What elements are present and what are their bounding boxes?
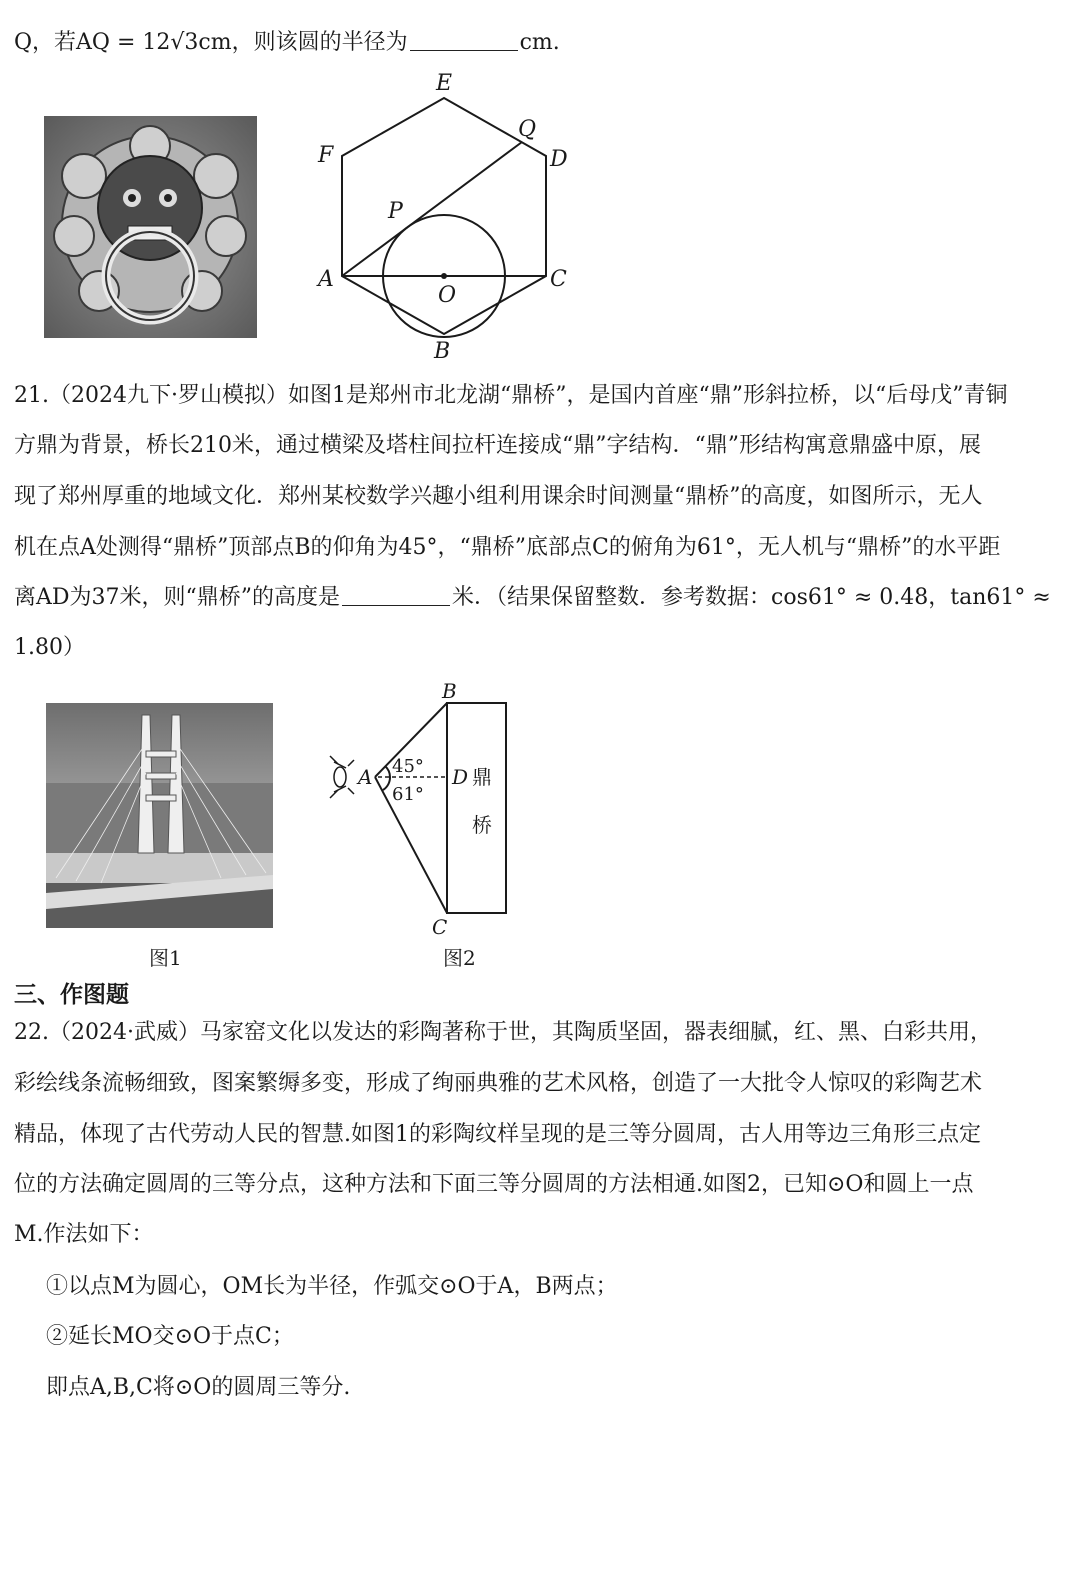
bridge-label-2: 桥	[472, 813, 492, 837]
caption-fig2: 图2	[443, 946, 476, 970]
q22-line-3: 精品，体现了古代劳动人民的智慧.如图1的彩陶纹样呈现的是三等分圆周，古人用等边三角形三点定	[14, 1122, 981, 1147]
q22-line-1: 22.（2024·武威）马家窑文化以发达的彩陶著称于世，其陶质坚固，器表细腻，红、黑、白彩共用，	[14, 1020, 992, 1045]
bridge-rect	[447, 703, 506, 913]
q22-step-1: ①以点M为圆心，OM长为半径，作弧交⊙O于A，B两点；	[46, 1274, 618, 1299]
q21-line-6: 1.80）	[14, 635, 85, 660]
caption-fig1: 图1	[149, 946, 182, 970]
q22-step-2: ②延长MO交⊙O于点C；	[46, 1324, 294, 1349]
section-heading: 三、作图题	[14, 982, 129, 1008]
q21-line-5-start: 离AD为37米，则“鼎桥”的高度是	[14, 585, 341, 610]
angle-45-label: 45°	[392, 756, 424, 777]
q21-line-5	[14, 583, 1051, 613]
label-A2: A	[358, 765, 373, 789]
q22-conclusion: 即点A,B,C将⊙O的圆周三等分.	[46, 1375, 351, 1400]
label-E: E	[436, 71, 453, 96]
label-C: C	[550, 267, 567, 292]
q21-line-5-end: 米．（结果保留整数．参考数据：cos61° ≈ 0.48，tan61° ≈	[452, 585, 1051, 610]
label-P: P	[388, 199, 403, 224]
q21-line-1: 21.（2024九下·罗山模拟）如图1是郑州市北龙湖“鼎桥”，是国内首座“鼎”形斜拉桥，以“后母戊”青铜	[14, 383, 1008, 408]
label-C2: C	[432, 915, 448, 939]
angle-arc-45	[385, 766, 390, 777]
answer-blank-21	[342, 585, 450, 606]
q21-line-2: 方鼎为背景，桥长210米，通过横梁及塔柱间拉杆连接成“鼎”字结构．“鼎”形结构寓意鼎盛中原，展	[14, 433, 981, 458]
label-Q: Q	[518, 117, 537, 142]
answer-blank	[410, 30, 518, 51]
label-O: O	[438, 283, 457, 308]
label-A: A	[318, 267, 334, 292]
question-20-text: Q，若AQ = 12√3cm，则该圆的半径为	[14, 30, 408, 55]
question-20-tail	[14, 28, 560, 58]
bridge-angle-diagram	[320, 680, 520, 942]
bridge-label-1: 鼎	[472, 765, 492, 789]
angle-61-label: 61°	[392, 784, 424, 805]
q21-line-3: 现了郑州厚重的地域文化．郑州某校数学兴趣小组利用课余时间测量“鼎桥”的高度，如图所示，无人	[14, 484, 983, 509]
bridge-photo	[46, 703, 273, 928]
label-D2: D	[452, 765, 469, 789]
q22-line-2: 彩绘线条流畅细致，图案繁缛多变，形成了绚丽典雅的艺术风格，创造了一大批令人惊叹的彩陶艺术	[14, 1071, 983, 1096]
unit-cm: cm.	[519, 30, 560, 55]
q22-line-4: 位的方法确定圆周的三等分点，这种方法和下面三等分圆周的方法相通.如图2，已知⊙O和圆上一点	[14, 1172, 974, 1197]
label-B: B	[434, 339, 451, 364]
label-F: F	[318, 143, 334, 168]
lion-knocker-photo	[44, 116, 257, 338]
q22-line-5: M.作法如下：	[14, 1222, 154, 1247]
label-B2: B	[442, 680, 457, 703]
angle-arc-61	[383, 777, 390, 790]
label-D: D	[550, 147, 568, 172]
center-dot	[441, 273, 447, 279]
q21-line-4: 机在点A处测得“鼎桥”顶部点B的仰角为45°，“鼎桥”底部点C的俯角为61°，无人机与“鼎桥”的水平距	[14, 535, 1001, 560]
drone-icon	[330, 756, 354, 798]
hexagon-circle-figure	[310, 66, 580, 366]
segment-AQ	[342, 142, 522, 276]
